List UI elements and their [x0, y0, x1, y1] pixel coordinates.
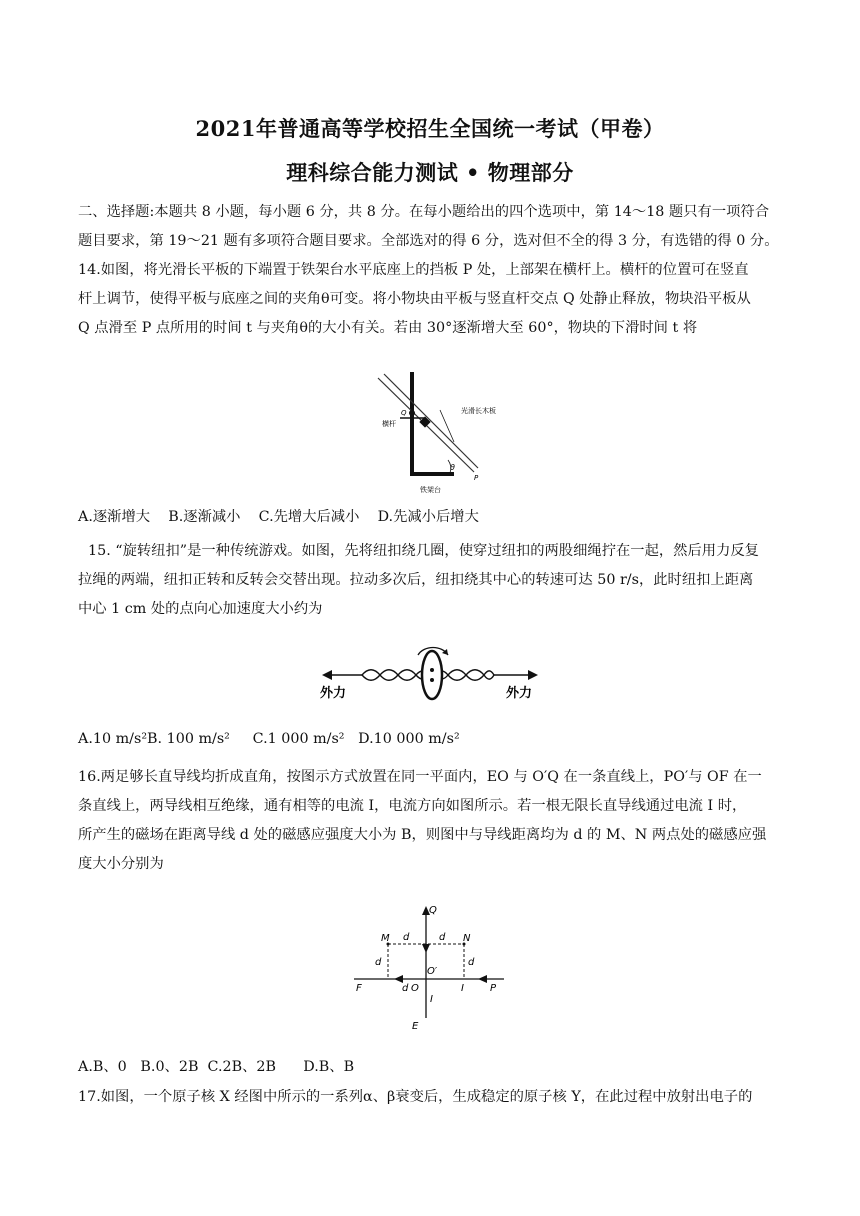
- stand-label: 铁架台: [420, 486, 441, 494]
- q16-options: A.B、0 B.0、2B C.2B、2B D.B、B: [78, 1059, 355, 1075]
- intro-line: 题目要求，第 19～21 题有多项符合题目要求。全部选对的得 6 分，选对但不全的得 3 分，有选错的得 0 分。: [78, 233, 779, 249]
- question-14: [78, 256, 784, 343]
- q15-figure: [316, 641, 546, 705]
- exam-subtitle: 理科综合能力测试 • 物理部分: [286, 160, 574, 185]
- force-right-label: 外力: [506, 686, 533, 701]
- q14-line: Q 点滑至 P 点所用的时间 t 与夹角θ的大小有关。若由 30°逐渐增大至 60°，物块的下滑时间 t 将: [78, 320, 698, 336]
- q14-figure: [370, 370, 500, 498]
- label-d: d: [402, 983, 409, 994]
- q14-options: A.逐渐增大 B.逐渐减小 C.先增大后减小 D.先减小后增大: [78, 509, 479, 525]
- label-i: I: [430, 994, 433, 1005]
- exam-title: 2021年普通高等学校招生全国统一考试（甲卷）: [195, 116, 665, 141]
- label-d: d: [468, 957, 475, 968]
- q17-line: 17.如图，一个原子核 X 经图中所示的一系列α、β衰变后，生成稳定的原子核 Y，在此过程中放射出电子的: [78, 1089, 753, 1105]
- intro-line: 二、选择题:本题共 8 小题，每小题 6 分，共 8 分。在每小题给出的四个选项中，第 14～18 题只有一项符合: [78, 204, 770, 220]
- point-q-label: Q: [401, 409, 407, 417]
- label-o-prime: O′: [427, 966, 438, 977]
- section-intro: [78, 198, 784, 256]
- label-d: d: [375, 957, 382, 968]
- board-label: 光滑长木板: [461, 407, 496, 415]
- q14-line: 杆上调节，使得平板与底座之间的夹角θ可变。将小物块由平板与竖直杆交点 Q 处静止释放，物块沿平板从: [78, 291, 751, 307]
- label-i: I: [461, 983, 464, 994]
- q15-line: 15. “旋转纽扣”是一种传统游戏。如图，先将纽扣绕几圈，使穿过纽扣的两股细绳拧在一起，然后用力反复: [88, 543, 759, 559]
- label-n: N: [463, 933, 471, 944]
- q16-line: 16.两足够长直导线均折成直角，按图示方式放置在同一平面内，EO 与 O′Q 在一条直线上，PO′与 OF 在一: [78, 769, 762, 785]
- q15-line: 拉绳的两端，纽扣正转和反转会交替出现。拉动多次后，纽扣绕其中心的转速可达 50 r/s，此时纽扣上距离: [78, 572, 754, 588]
- label-d: d: [403, 932, 410, 943]
- label-p: P: [490, 983, 497, 994]
- question-17: [78, 1083, 784, 1112]
- angle-theta-label: θ: [450, 463, 455, 472]
- label-q: Q: [429, 905, 437, 916]
- label-m: M: [381, 933, 390, 944]
- q16-line: 条直线上，两导线相互绝缘，通有相等的电流 I，电流方向如图所示。若一根无限长直导线通过电流 I 时，: [78, 798, 747, 814]
- point-p-label: P: [474, 474, 479, 482]
- q16-figure: [348, 898, 512, 1038]
- q14-line: 14.如图，将光滑长平板的下端置于铁架台水平底座上的挡板 P 处，上部架在横杆上。横杆的位置可在竖直: [78, 262, 749, 278]
- q16-line: 所产生的磁场在距离导线 d 处的磁感应强度大小为 B，则图中与导线距离均为 d 的 M、N 两点处的磁感应强: [78, 827, 767, 843]
- label-e: E: [412, 1021, 419, 1032]
- q15-options: A.10 m/s²B. 100 m/s² C.1 000 m/s² D.10 000 m/s²: [78, 731, 460, 747]
- label-o: O: [411, 983, 419, 994]
- force-left-label: 外力: [320, 686, 347, 701]
- q15-line: 中心 1 cm 处的点向心加速度大小约为: [78, 601, 323, 617]
- crossbar-label: 横杆: [382, 420, 396, 428]
- label-f: F: [356, 983, 362, 994]
- label-d: d: [439, 932, 446, 943]
- q16-line: 度大小分别为: [78, 856, 164, 872]
- question-15: [78, 537, 784, 624]
- question-16: [78, 763, 784, 879]
